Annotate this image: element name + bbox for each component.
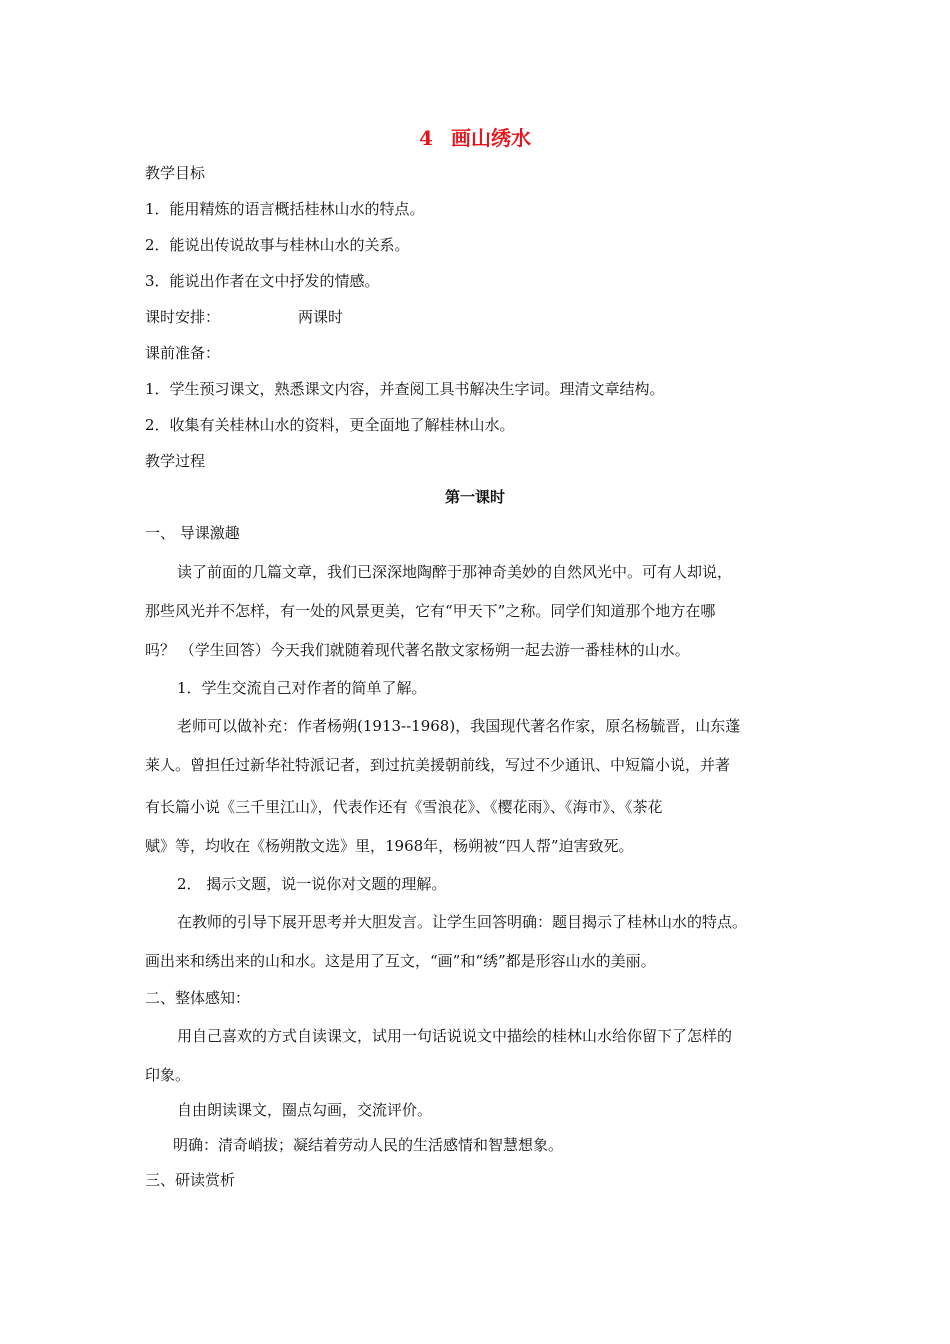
paragraph-line: 用自己喜欢的方式自读课文，试用一句话说说文中描绘的桂林山水给你留下了怎样的: [177, 1027, 733, 1045]
goal-item: 1．能用精炼的语言概括桂林山水的特点。: [145, 200, 425, 218]
paragraph-line: 自由朗读课文，圈点勾画，交流评价。: [177, 1101, 433, 1119]
paragraph-line: 有长篇小说《三千里江山》，代表作还有《雪浪花》、《樱花雨》、《海市》、《茶花: [145, 798, 663, 816]
title-number: 4: [419, 126, 433, 150]
lesson-title: 第一课时: [444, 488, 505, 506]
paragraph-line: 明确：清奇峭拔；凝结着劳动人民的生活感情和智慧想象。: [173, 1136, 564, 1154]
section-heading: 一、 导课激趣: [145, 524, 240, 542]
prep-item: 2．收集有关桂林山水的资料，更全面地了解桂林山水。: [145, 416, 515, 434]
schedule-label: 课时安排：: [145, 308, 221, 326]
goal-item: 3．能说出作者在文中抒发的情感。: [145, 272, 380, 290]
goal-item: 2．能说出传说故事与桂林山水的关系。: [145, 236, 410, 254]
schedule-value: 两课时: [298, 308, 344, 326]
paragraph-line: 画出来和绣出来的山和水。这是用了互文，“画”和“绣”都是形容山水的美丽。: [145, 952, 656, 970]
section-heading-goals: 教学目标: [145, 164, 206, 182]
section-heading: 二、整体感知：: [145, 989, 251, 1007]
paragraph-line: 老师可以做补充：作者杨朔(1913--1968)，我国现代著名作家，原名杨毓晋，山东蓬: [177, 717, 741, 735]
paragraph-line: 2． 揭示文题，说一说你对文题的理解。: [177, 875, 447, 893]
schedule-line: [145, 308, 343, 326]
section-heading-process: 教学过程: [145, 452, 206, 470]
paragraph-line: 莱人。曾担任过新华社特派记者，到过抗美援朝前线，写过不少通讯、中短篇小说，并著: [145, 756, 731, 774]
title-text: 画山绣水: [450, 126, 531, 150]
paragraph-line: 在教师的引导下展开思考并大胆发言。让学生回答明确：题目揭示了桂林山水的特点。: [177, 913, 748, 931]
section-heading-prep: 课前准备：: [145, 344, 221, 362]
paragraph-line: 赋》等，均收在《杨朔散文选》里，1968年，杨朔被“四人帮”迫害致死。: [145, 837, 634, 855]
paragraph-line: 那些风光并不怎样，有一处的风景更美，它有“甲天下”之称。同学们知道那个地方在哪: [145, 602, 716, 620]
document-title: [0, 126, 950, 150]
paragraph-line: 读了前面的几篇文章，我们已深深地陶醉于那神奇美妙的自然风光中。可有人却说，: [177, 563, 733, 581]
paragraph-line: 1．学生交流自己对作者的简单了解。: [177, 679, 427, 697]
prep-item: 1．学生预习课文，熟悉课文内容，并查阅工具书解决生字词。理清文章结构。: [145, 380, 665, 398]
paragraph-line: 印象。: [145, 1066, 191, 1084]
paragraph-line: 吗？ （学生回答）今天我们就随着现代著名散文家杨朔一起去游一番桂林的山水。: [145, 641, 690, 659]
section-heading: 三、研读赏析: [145, 1171, 236, 1189]
